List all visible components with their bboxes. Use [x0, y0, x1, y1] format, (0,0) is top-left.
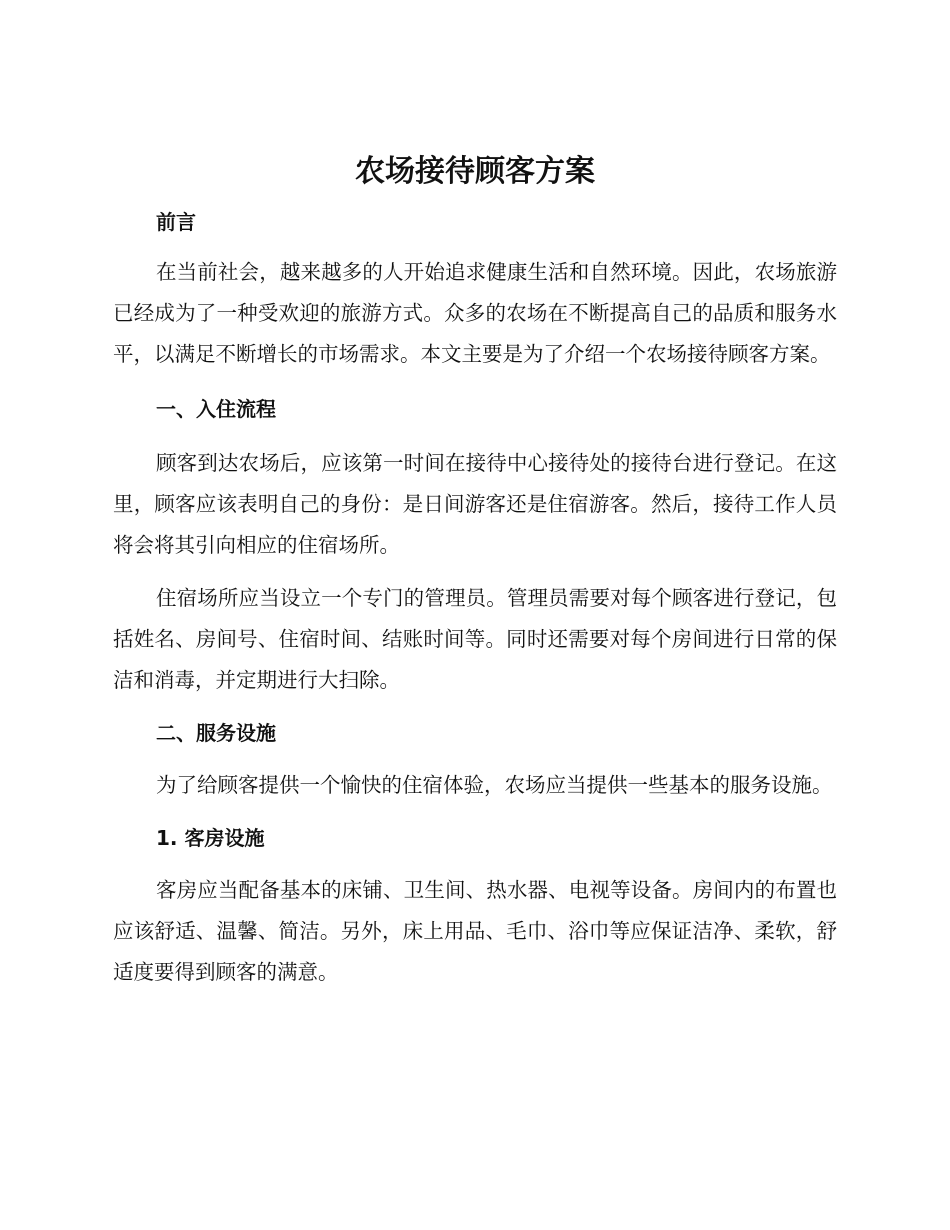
- paragraph-service-facilities: 为了给顾客提供一个愉快的住宿体验，农场应当提供一些基本的服务设施。: [156, 773, 833, 797]
- document-body: [113, 200, 837, 993]
- section-heading-checkin-process: 一、入住流程: [156, 397, 276, 421]
- document-title: 农场接待顾客方案: [355, 154, 595, 189]
- paragraph-room-facilities: 客房应当配备基本的床铺、卫生间、热水器、电视等设备。房间内的布置也应该舒适、温馨、简洁。另外，床上用品、毛巾、浴巾等应保证洁净、柔软，舒适度要得到顾客的满意。: [113, 878, 837, 984]
- section-heading-service-facilities: 二、服务设施: [156, 721, 276, 745]
- subsection-heading-room-facilities: 1. 客房设施: [156, 826, 265, 850]
- paragraph-checkin-arrival: 顾客到达农场后，应该第一时间在接待中心接待处的接待台进行登记。在这里，顾客应该表明自己的身份：是日间游客还是住宿游客。然后，接待工作人员将会将其引向相应的住宿场所。: [113, 451, 837, 557]
- section-heading-preface: 前言: [156, 210, 196, 234]
- paragraph-checkin-manager: 住宿场所应当设立一个专门的管理员。管理员需要对每个顾客进行登记，包括姓名、房间号、住宿时间、结账时间等。同时还需要对每个房间进行日常的保洁和消毒，并定期进行大扫除。: [113, 586, 837, 692]
- paragraph-preface: 在当前社会，越来越多的人开始追求健康生活和自然环境。因此，农场旅游已经成为了一种受欢迎的旅游方式。众多的农场在不断提高自己的品质和服务水平，以满足不断增长的市场需求。本文主要是为了介绍一个农场接待顾客方案。: [113, 260, 837, 366]
